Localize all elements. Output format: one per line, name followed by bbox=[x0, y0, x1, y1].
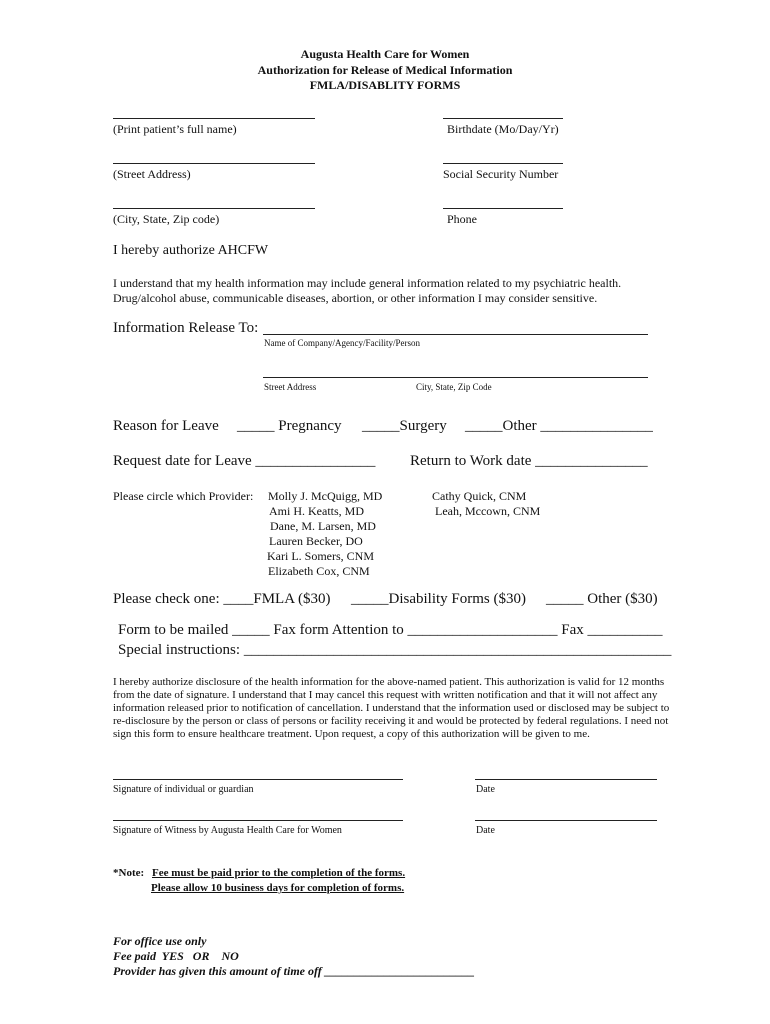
patient-name-label: (Print patient’s full name) bbox=[113, 122, 237, 136]
birthdate-label: Birthdate (Mo/Day/Yr) bbox=[447, 122, 559, 136]
signature-witness-label: Signature of Witness by Augusta Health Care for Women bbox=[113, 825, 342, 836]
understand-line-2: Drug/alcohol abuse, communicable diseases, abortion, or other information I may consider sensitive. bbox=[113, 291, 598, 305]
city-state-zip-field[interactable] bbox=[113, 208, 315, 209]
provider-option[interactable]: Leah, Mccown, CNM bbox=[435, 504, 541, 518]
note-prefix: *Note: bbox=[113, 867, 145, 879]
note-line-2: Please allow 10 business days for completion of forms. bbox=[151, 882, 405, 894]
provider-label: Please circle which Provider: bbox=[113, 489, 254, 503]
provider-option[interactable]: Lauren Becker, DO bbox=[269, 534, 363, 548]
provider-option[interactable]: Dane, M. Larsen, MD bbox=[270, 519, 376, 533]
release-address-field[interactable] bbox=[263, 377, 648, 378]
understand-line-1: I understand that my health information may include general information related to my psychiatric health. bbox=[113, 276, 622, 290]
form-title: Authorization for Release of Medical Information bbox=[257, 63, 513, 77]
provider-option[interactable]: Molly J. McQuigg, MD bbox=[268, 489, 383, 503]
release-street-caption: Street Address bbox=[264, 382, 317, 392]
signature-individual-field[interactable] bbox=[113, 779, 403, 780]
delivery-method-line[interactable]: Form to be mailed _____ Fax form Attention to ____________________ Fax __________ bbox=[118, 622, 663, 638]
phone-label: Phone bbox=[447, 212, 477, 226]
date-label-1: Date bbox=[476, 784, 495, 795]
provider-option[interactable]: Cathy Quick, CNM bbox=[432, 489, 527, 503]
release-name-field[interactable] bbox=[263, 334, 648, 335]
date-label-2: Date bbox=[476, 825, 495, 836]
street-address-label: (Street Address) bbox=[113, 167, 191, 181]
date-field-1[interactable] bbox=[475, 779, 657, 780]
fee-paid-line: Fee paid YES OR NO bbox=[113, 949, 239, 963]
request-date-field[interactable]: Request date for Leave ________________ bbox=[113, 453, 376, 469]
fmla-option[interactable]: Please check one: ____FMLA ($30) bbox=[113, 591, 331, 607]
ssn-label: Social Security Number bbox=[443, 167, 559, 181]
pregnancy-option[interactable]: _____ Pregnancy bbox=[237, 418, 342, 434]
clinic-name: Augusta Health Care for Women bbox=[300, 47, 470, 61]
birthdate-field[interactable] bbox=[443, 118, 563, 119]
other-form-option[interactable]: _____ Other ($30) bbox=[546, 591, 658, 607]
release-city-caption: City, State, Zip Code bbox=[416, 382, 492, 392]
release-name-caption: Name of Company/Agency/Facility/Person bbox=[264, 338, 420, 348]
authorize-statement: I hereby authorize AHCFW bbox=[113, 243, 269, 258]
surgery-option[interactable]: _____Surgery bbox=[362, 418, 447, 434]
release-label: Information Release To: bbox=[113, 320, 259, 336]
signature-witness-field[interactable] bbox=[113, 820, 403, 821]
signature-individual-label: Signature of individual or guardian bbox=[113, 784, 254, 795]
time-off-line: Provider has given this amount of time off _________________________ bbox=[113, 964, 475, 978]
city-state-zip-label: (City, State, Zip code) bbox=[113, 212, 220, 226]
return-date-field[interactable]: Return to Work date _______________ bbox=[410, 453, 648, 469]
date-field-2[interactable] bbox=[475, 820, 657, 821]
form-subtitle: FMLA/DISABLITY FORMS bbox=[309, 78, 461, 92]
other-reason-option[interactable]: _____Other _______________ bbox=[465, 418, 653, 434]
ssn-field[interactable] bbox=[443, 163, 563, 164]
provider-option[interactable]: Ami H. Keatts, MD bbox=[269, 504, 364, 518]
street-address-field[interactable] bbox=[113, 163, 315, 164]
authorization-paragraph: I hereby authorize disclosure of the health information for the above-named patient. This authorization is valid for 12 months from the date of signature. I understand that I may cancel this request with written notification and that it will not affect any information released prior to notification of cancellation. I understand that the information used or disclosed may be subject to re-disclosure by the person or class of persons or facility receiving it and would be protected by federal regulations. I need not sign this form to ensure healthcare treatment. Upon request, a copy of this authorization will be given to me. bbox=[113, 676, 670, 740]
office-use-heading: For office use only bbox=[113, 934, 207, 948]
provider-option[interactable]: Elizabeth Cox, CNM bbox=[268, 564, 370, 578]
reason-label: Reason for Leave bbox=[113, 418, 219, 434]
phone-field[interactable] bbox=[443, 208, 563, 209]
patient-name-field[interactable] bbox=[113, 118, 315, 119]
special-instructions-field[interactable]: Special instructions: _________________________________________________________ bbox=[118, 642, 672, 658]
provider-option[interactable]: Kari L. Somers, CNM bbox=[267, 549, 374, 563]
note-line-1: Fee must be paid prior to the completion of the forms. bbox=[152, 867, 406, 879]
disability-forms-option[interactable]: _____Disability Forms ($30) bbox=[351, 591, 526, 607]
